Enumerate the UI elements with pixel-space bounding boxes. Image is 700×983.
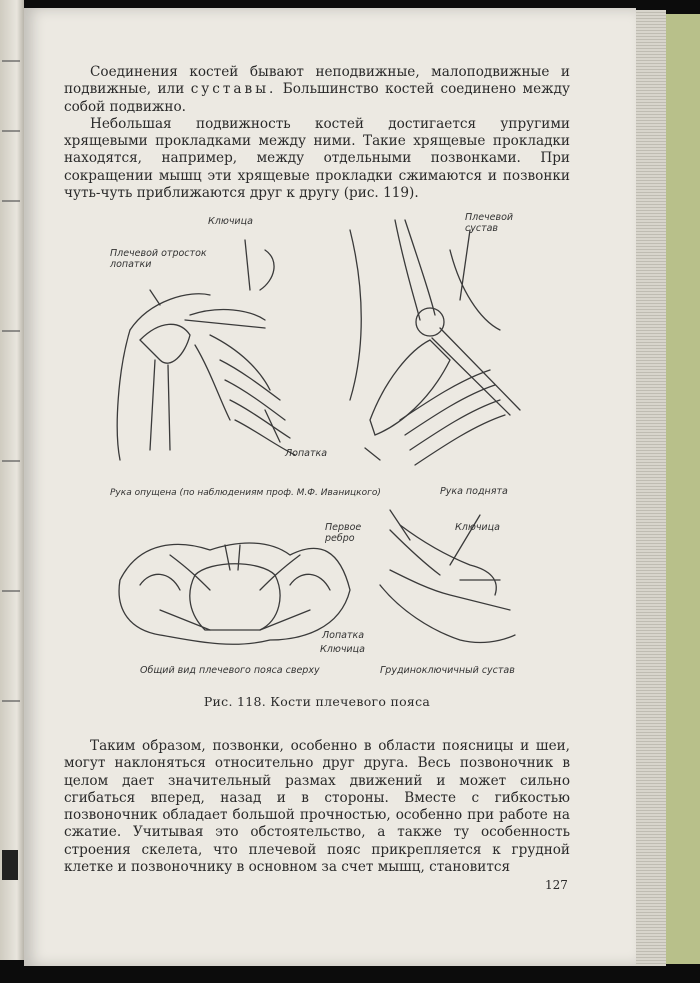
label-clavicle-3: Ключица [320,644,365,655]
label-shoulder-joint: Плечевой сустав [465,212,514,234]
label-scapula-2: Лопатка [322,630,365,641]
paragraph-3: Таким образом, позвонки, особенно в области поясницы и шеи, могут наклоняться относительно друг друга. Весь позвоночник в целом дает значительный размах движений и может сильно сгибаться вперед, назад и в стороны. Вместе с гибкостью позвоночник обладает большой прочностью, особенно при работе на сжатие. Учитывая это обстоятельство, а также ту особенность строения скелета, что плечевой пояс прикрепляется к грудной клетке и позвоночнику в основном за счет мышц, становится [64,738,570,876]
page-stack-edge [636,10,666,966]
label-clavicle-2: Ключица [455,522,500,533]
page-number: 127 [545,878,568,892]
dark-mark [2,850,18,880]
label-first-rib: Первое ребро [325,522,362,544]
label-clavicle-1: Ключица [208,216,253,227]
paragraph-1: Соединения костей бывают неподвижные, малоподвижные и подвижные, или суставы. Большинство костей соединено между собой подвижно. [64,64,570,115]
paragraph-2: Небольшая подвижность костей достигается упругими хрящевыми прокладками между ними. Такие хрящевые прокладки находятся, например, между отдельными позвонками. При сокращении мышц эти хрящевые прокладки сжимаются и позвонки чуть-чуть приближаются друг к другу (рис. 119). [64,115,570,202]
label-top-view: Общий вид плечевого пояса сверху [140,665,320,676]
arm-lowered-drawing [117,240,295,460]
facing-page-edge [0,0,24,960]
arm-raised-drawing [350,220,520,465]
top-text [64,64,570,202]
girdle-top-view-drawing [119,543,350,644]
label-scapula-1: Лопатка [285,448,328,459]
label-sternoclavicular: Грудиноключичный сустав [380,665,515,676]
label-arm-raised: Рука поднята [440,486,508,497]
figure-shoulder-girdle [100,210,540,690]
label-arm-lowered: Рука опущена (по наблюдениям проф. М.Ф. Иваницкого) [110,488,381,498]
bottom-text [64,738,570,876]
book-cover-edge [666,14,700,964]
label-acromion: Плечевой отросток лопатки [110,248,207,270]
figure-caption: Рис. 118. Кости плечевого пояса [203,694,431,709]
